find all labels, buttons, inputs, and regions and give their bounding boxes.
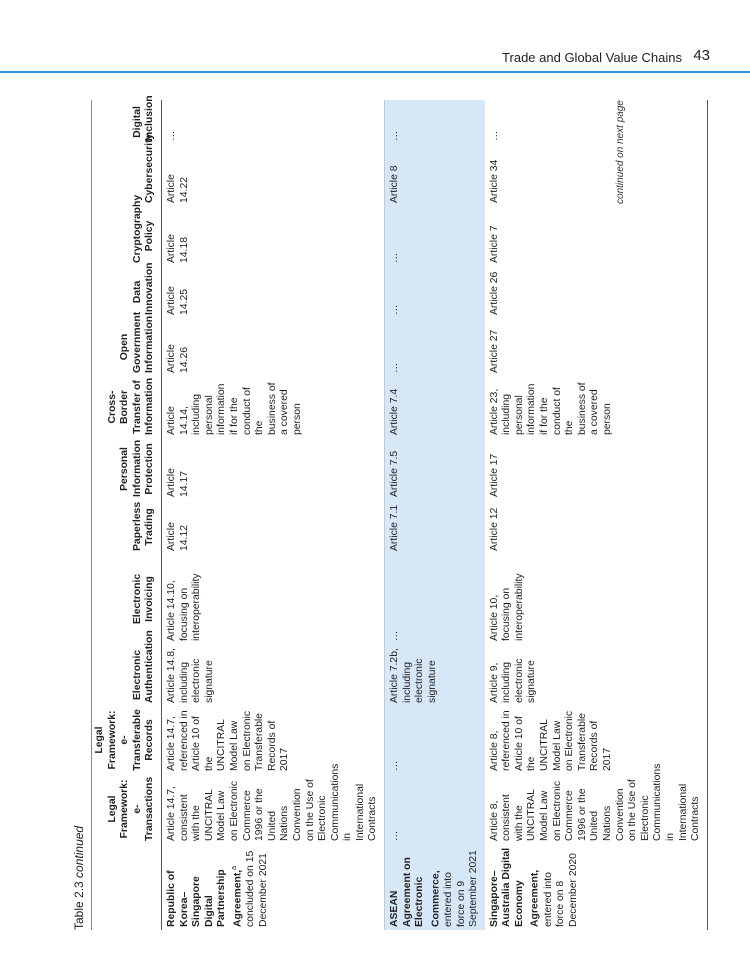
column-header: Data Innovation <box>92 266 162 318</box>
column-header: Open Government Information <box>92 318 162 376</box>
column-header: Cryptography Policy <box>92 206 162 266</box>
table-cell: Article 9, including electronic signature <box>485 644 708 706</box>
table-row <box>385 100 485 930</box>
column-header: Digital Inclusion <box>92 100 162 144</box>
header-rule <box>0 71 750 73</box>
table-cell: Article 34 <box>485 144 708 206</box>
column-header: Personal Information Protection <box>92 438 162 500</box>
agreement-name: ASEAN Agreement on Electronic Commerce, <box>389 857 442 927</box>
table-caption-prefix: Table 2.3 <box>72 881 86 930</box>
continued-note: continued on next page <box>615 100 626 204</box>
agreement-date: concluded on 15 December 2021 <box>245 850 269 927</box>
agreement-cell <box>161 844 384 930</box>
table-cell: Article 8 <box>385 144 485 206</box>
column-header-agreement <box>92 844 162 930</box>
table-caption-suffix: continued <box>72 825 86 878</box>
column-header: Electronic Authentication <box>92 644 162 706</box>
column-header: Paperless Trading <box>92 500 162 554</box>
agreement-note-marker: a <box>230 865 238 870</box>
table-cell: … <box>161 100 384 144</box>
table-cell: Article 14.25 <box>161 266 384 318</box>
agreement-date: entered into force on 8 December 2020 <box>542 853 579 927</box>
column-header: Legal Framework: e-Transferable Records <box>92 706 162 774</box>
agreement-cell <box>385 844 485 930</box>
table-cell: … <box>385 706 485 774</box>
table-cell: Article 14.7, referenced in Article 10 of the UNCITRAL Model Law on Electronic Transferable Records of 2017 <box>161 706 384 774</box>
table-cell: Article 8, consistent with the UNCITRAL Model Law on Electronic Commerce 1996 or the United Nations Convention on the Use of Electronic Communications in International Contracts <box>485 774 708 844</box>
column-header: Electronic Invoicing <box>92 554 162 644</box>
table-caption <box>67 826 91 930</box>
agreement-name: Singapore–Australia Digital Economy Agreement, <box>488 847 541 927</box>
table-cell: … <box>385 266 485 318</box>
table-cell: … <box>385 774 485 844</box>
agreement-date: entered into force on 9 September 2021 <box>442 850 480 927</box>
table-cell: Article 17 <box>485 438 708 500</box>
table-cell: Article 7.5 <box>385 438 485 500</box>
table-cell: Article 14.17 <box>161 438 384 500</box>
table-cell: Article 14.8, including electronic signature <box>161 644 384 706</box>
table-cell: Article 26 <box>485 266 708 318</box>
table-body <box>161 100 707 930</box>
table-cell: Article 14.26 <box>161 318 384 376</box>
table-cell: Article 27 <box>485 318 708 376</box>
table-cell: Article 14.14, including personal information if for the conduct of the business of a covered person <box>161 376 384 438</box>
table-row <box>485 100 708 930</box>
table-cell: Article 12 <box>485 500 708 554</box>
table-cell: Article 23, including personal information if for the conduct of the business of a covered person <box>485 376 708 438</box>
table-cell: Article 7.4 <box>385 376 485 438</box>
page-number: 43 <box>693 47 710 64</box>
running-title: Trade and Global Value Chains <box>502 50 682 65</box>
table-cell: … <box>385 554 485 644</box>
table-cell: Article 14.22 <box>161 144 384 206</box>
table-row <box>161 100 384 930</box>
column-header: Cybersecurity <box>92 144 162 206</box>
table-cell: Article 7.2b, including electronic signature <box>385 644 485 706</box>
table-cell: … <box>385 206 485 266</box>
table-cell: Article 14.10, focusing on interoperability <box>161 554 384 644</box>
table-cell: Article 14.7, consistent with the UNCITRAL Model Law on Electronic Commerce 1996 or the United Nations Convention on the Use of Electronic Communications in International Contracts <box>161 774 384 844</box>
column-header: Cross-Border Transfer of Information <box>92 376 162 438</box>
table-cell: … <box>385 318 485 376</box>
table-cell: Article 14.12 <box>161 500 384 554</box>
agreement-cell <box>485 844 708 930</box>
agreement-name: Republic of Korea–Singapore Digital Partnership Agreement, <box>165 869 244 927</box>
rotated-table-area <box>67 95 702 930</box>
table-header-row <box>92 100 162 930</box>
table-cell: Article 7.1 <box>385 500 485 554</box>
column-header: Legal Framework: e-Transactions <box>92 774 162 844</box>
table-cell: … <box>385 100 485 144</box>
table-cell: Article 14.18 <box>161 206 384 266</box>
agreements-table <box>91 95 708 930</box>
table-cell: Article 8, referenced in Article 10 of the UNCITRAL Model Law on Electronic Transferable Records of 2017 <box>485 706 708 774</box>
table-cell: … <box>485 100 708 144</box>
table-cell: Article 10, focusing on interoperability <box>485 554 708 644</box>
running-head <box>0 0 750 72</box>
table-cell: Article 7 <box>485 206 708 266</box>
